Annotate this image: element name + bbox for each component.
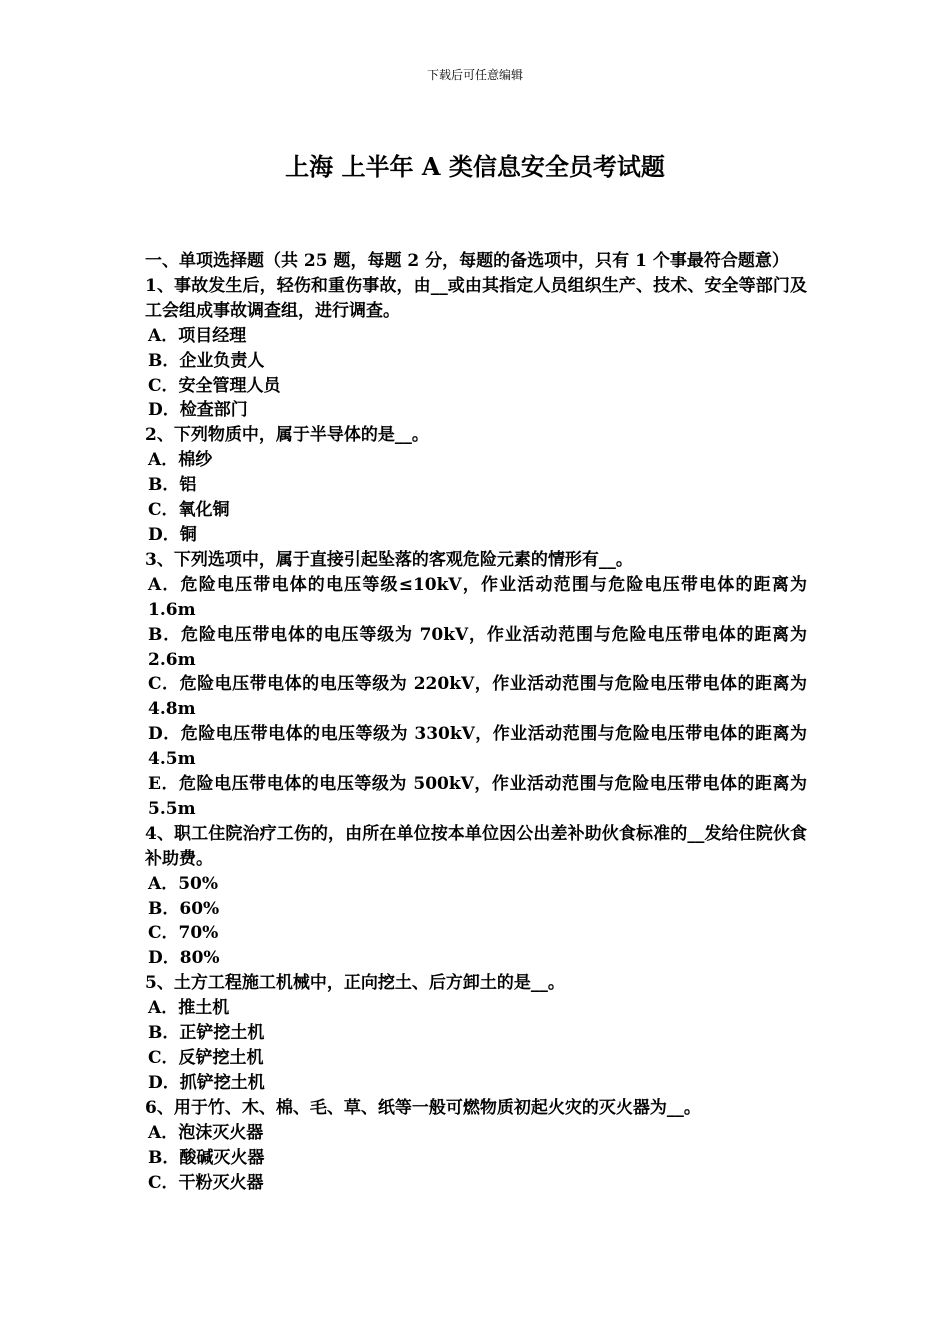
answer-option: A．泡沫灭火器 — [148, 1122, 264, 1143]
answer-option: C．干粉灭火器 — [148, 1172, 264, 1193]
answer-option: A．推土机 — [148, 998, 230, 1019]
answer-option: A．项目经理 — [148, 325, 247, 346]
document-title: 上海 上半年 A 类信息安全员考试题 — [285, 152, 665, 181]
answer-option: D．抓铲挖土机 — [148, 1072, 265, 1093]
answer-option: D．检查部门 — [148, 400, 248, 421]
page-header: 下载后可任意编辑 — [426, 68, 523, 82]
answer-option: C．氧化铜 — [148, 500, 230, 521]
question-stem: 6、用于竹、木、棉、毛、草、纸等一般可燃物质初起火灾的灭火器为__。 — [145, 1097, 701, 1118]
answer-option: E．危险电压带电体的电压等级为 500kV，作业活动范围与危险电压带电体的距离为 5.5m — [148, 774, 807, 819]
answer-option: C．危险电压带电体的电压等级为 220kV，作业活动范围与危险电压带电体的距离为 4.8m — [148, 674, 807, 720]
answer-option: C．70% — [148, 923, 219, 944]
answer-option: B．60% — [148, 898, 220, 919]
answer-option: D．危险电压带电体的电压等级为 330kV，作业活动范围与危险电压带电体的距离为 4.5m — [148, 724, 807, 770]
question-stem: 4、职工住院治疗工伤的，由所在单位按本单位因公出差补助伙食标准的__发给住院伙食补助费。 — [145, 823, 807, 869]
section-heading: 一、单项选择题（共 25 题，每题 2 分，每题的备选项中，只有 1 个事最符合题意） — [145, 251, 789, 271]
answer-option: D．铜 — [148, 524, 197, 545]
answer-option: B．企业负责人 — [148, 350, 265, 371]
answer-option: A．棉纱 — [148, 450, 213, 471]
answer-option: B．正铲挖土机 — [148, 1023, 265, 1044]
answer-option: B．铝 — [148, 475, 197, 496]
question-stem: 3、下列选项中，属于直接引起坠落的客观危险元素的情形有__。 — [145, 549, 633, 570]
answer-option: C．安全管理人员 — [148, 375, 281, 396]
answer-option: B．酸碱灭火器 — [148, 1147, 265, 1168]
question-stem: 1、事故发生后，轻伤和重伤事故，由__或由其指定人员组织生产、技术、安全等部门及工会组成事故调查组，进行调查。 — [145, 275, 807, 321]
answer-option: D．80% — [148, 948, 220, 969]
document-body — [145, 249, 807, 1195]
answer-option: A．50% — [148, 873, 219, 894]
answer-option: C．反铲挖土机 — [148, 1048, 264, 1068]
question-stem: 5、土方工程施工机械中，正向挖土、后方卸土的是__。 — [145, 973, 565, 994]
answer-option: B．危险电压带电体的电压等级为 70kV，作业活动范围与危险电压带电体的距离为 2.6m — [148, 624, 807, 670]
answer-option: A．危险电压带电体的电压等级≤10kV，作业活动范围与危险电压带电体的距离为 1.6m — [148, 574, 807, 620]
question-stem: 2、下列物质中，属于半导体的是__。 — [145, 425, 429, 446]
